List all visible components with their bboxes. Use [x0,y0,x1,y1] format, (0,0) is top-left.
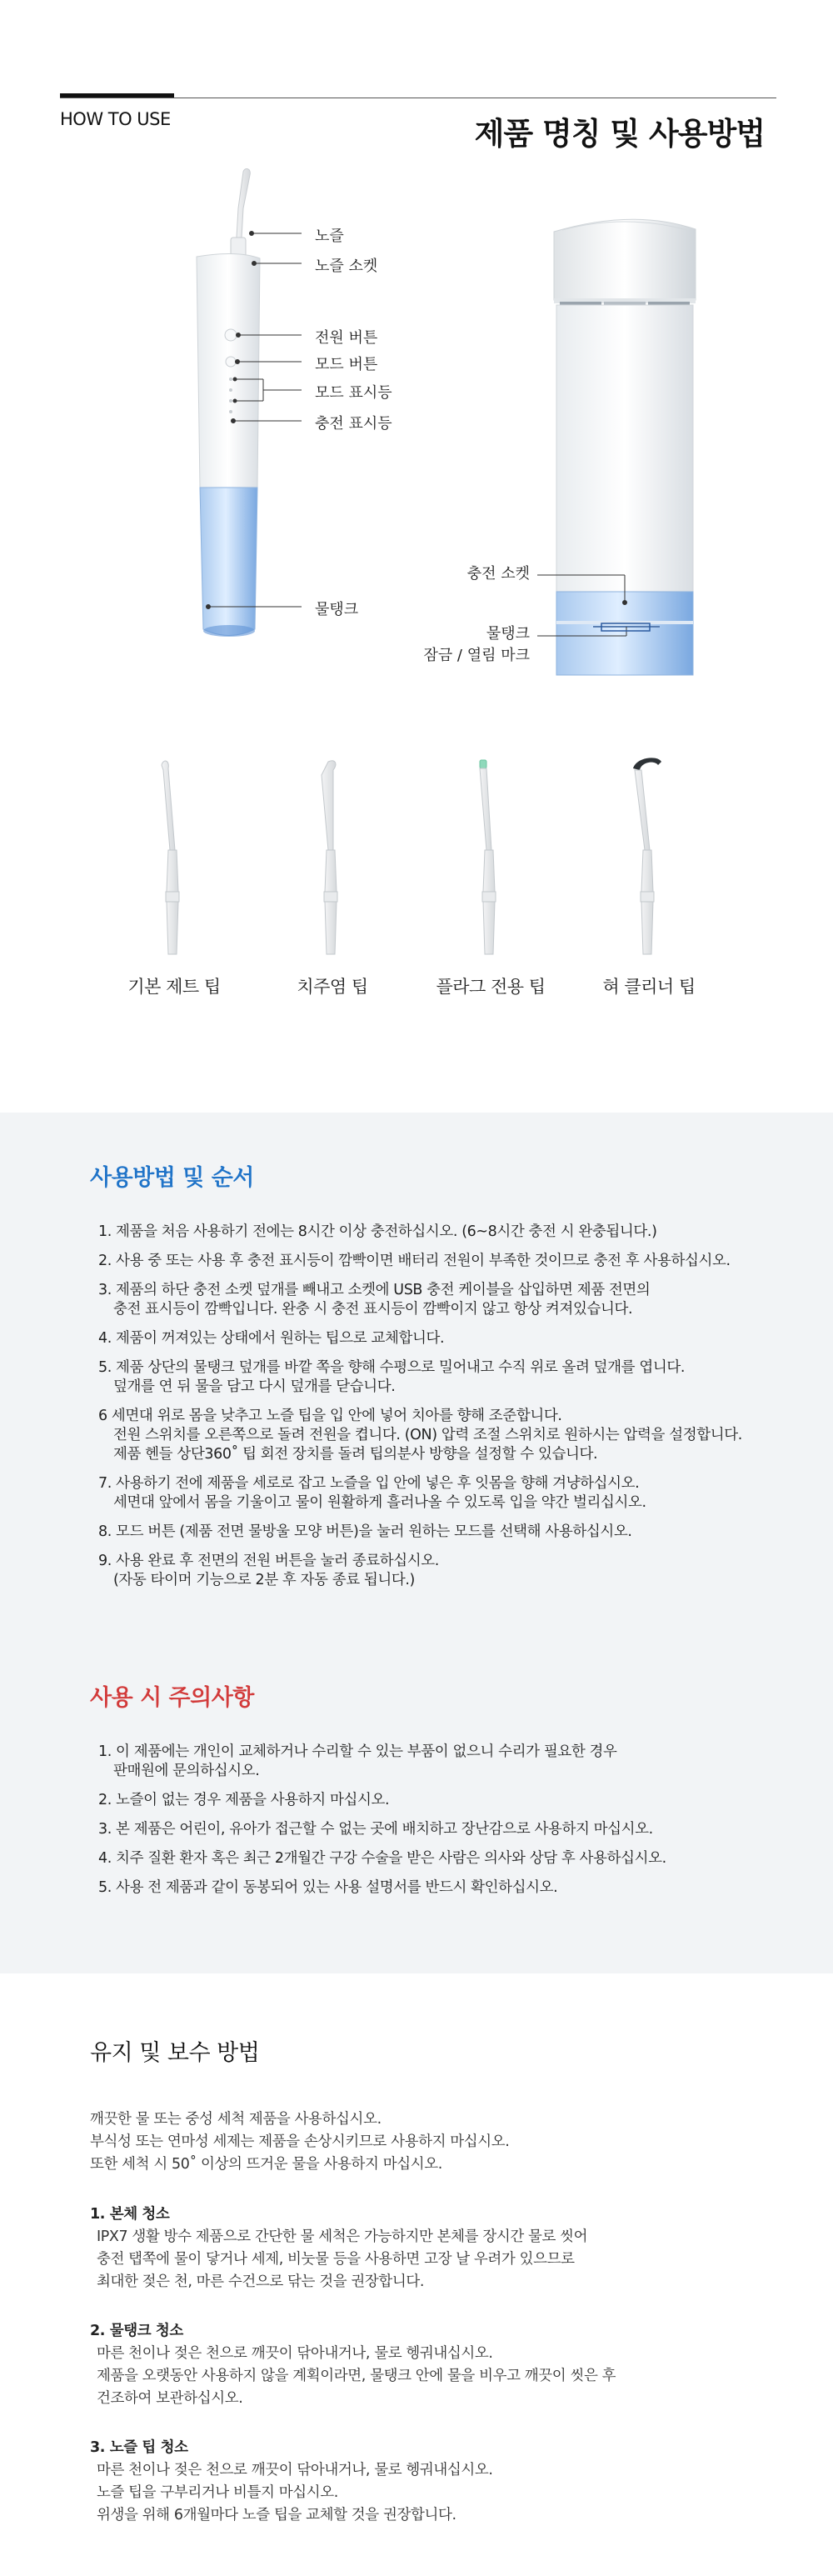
maintenance-section-line: 노즐 팁을 구부리거나 비틀지 마십시오. [97,2484,338,2501]
caution-item-text: 5. 사용 전 제품과 같이 동봉되어 있는 사용 설명서를 반드시 확인하십시오. [98,1879,558,1896]
usage-step-subtext: 전원 스위치를 오른쪽으로 돌려 전원을 켭니다. (ON) 압력 조절 스위치로 원하시는 압력을 설정합니다. [113,1427,742,1443]
usage-step [98,1474,815,1513]
usage-step-text: 1. 제품을 처음 사용하기 전에는 8시간 이상 충전하십시오. (6~8시간 충전 시 완충됩니다.) [98,1223,657,1240]
caution-title: 사용 시 주의사항 [90,1685,254,1711]
usage-step [98,1358,815,1397]
tip-label: 치주염 팁 [297,977,368,997]
caution-list [98,1743,815,1908]
callout-charge-indicator: 충전 표시등 [315,415,392,433]
caution-item-text: 4. 치주 질환 환자 혹은 최근 2개월간 구강 수술을 받은 사람은 의사와 상담 후 사용하십시오. [98,1850,666,1867]
callout-mode-indicator: 모드 표시등 [315,384,392,402]
callout-water-tank: 물탱크 [315,601,359,618]
tongue-cleaner-tip-image [578,750,720,958]
maintenance-tank-cleaning [90,2320,790,2410]
usage-step-text: 9. 사용 완료 후 전면의 전원 버튼을 눌러 종료하십시오. [98,1553,439,1569]
usage-step [98,1281,815,1319]
tip-label: 기본 제트 팁 [127,977,221,997]
usage-step [98,1552,815,1590]
maintenance-section-heading: 1. 본체 청소 [90,2206,170,2223]
usage-step-text: 4. 제품이 꺼져있는 상태에서 원하는 팁으로 교체합니다. [98,1330,445,1347]
mode-button-shape [226,357,236,367]
usage-step-subtext: 충전 표시등이 깜빡입니다. 완충 시 충전 표시등이 깜빡이지 않고 항상 켜져있습니다. [113,1301,633,1318]
maintenance-intro [90,2108,790,2176]
maintenance-section [0,1973,833,2576]
page-title: 제품 명칭 및 사용방법 [474,116,765,152]
caution-item-subtext: 판매원에 문의하십시오. [113,1763,260,1779]
usage-step-text: 8. 모드 버튼 (제품 전면 물방울 모양 버튼)을 눌러 원하는 모드를 선택해 사용하십시오. [98,1523,632,1540]
maintenance-tip-cleaning [90,2437,790,2527]
maintenance-section-heading: 2. 물탱크 청소 [90,2323,183,2339]
tip-basic-jet [103,750,245,997]
usage-section [0,1113,833,1973]
device-body-shape [197,253,260,488]
tip-tongue-cleaner [578,750,720,997]
closeup-body-shape [556,305,693,592]
caution-item [98,1820,815,1839]
usage-step-subtext: 제품 헨들 상단360˚ 팁 회전 장치를 돌려 팁의분사 방향을 설정할 수 있습니다. [113,1446,598,1463]
maintenance-intro-line: 또한 세척 시 50˚ 이상의 뜨거운 물을 사용하지 마십시오. [90,2156,442,2173]
usage-step [98,1329,815,1348]
tip-periodontal [262,750,403,997]
water-tank-shape [200,488,257,636]
usage-step [98,1407,815,1464]
usage-step-text: 3. 제품의 하단 충전 소켓 덮개를 빼내고 소켓에 USB 충전 케이블을 삽입하면 제품 전면의 [98,1282,651,1298]
maintenance-body-cleaning [90,2203,790,2293]
maintenance-section-line: 제품을 오랫동안 사용하지 않을 계획이라면, 물탱크 안에 물을 비우고 깨끗이 씻은 후 [97,2368,616,2384]
callout-tank-lock-line1: 물탱크 [486,625,530,643]
maintenance-section-line: 건조하여 보관하십시오. [97,2390,243,2407]
caution-item [98,1878,815,1898]
product-diagram [0,158,833,708]
maintenance-section-line: 충전 탭쪽에 물이 닿거나 세제, 비눗물 등을 사용하면 고장 날 우려가 있으므로 [97,2251,575,2268]
caution-item-text: 3. 본 제품은 어린이, 유아가 접근할 수 없는 곳에 배치하고 장난감으로 사용하지 마십시오. [98,1821,653,1838]
usage-step-text: 7. 사용하기 전에 제품을 세로로 잡고 노즐을 입 안에 넣은 후 잇몸을 향해 겨냥하십시오. [98,1475,640,1492]
usage-title: 사용방법 및 순서 [90,1165,254,1191]
maintenance-section-heading: 3. 노즐 팁 청소 [90,2439,188,2456]
callout-power-button: 전원 버튼 [315,329,378,347]
basic-jet-tip-image [103,750,245,958]
nozzle-tips [0,750,833,1017]
caution-item-text: 1. 이 제품에는 개인이 교체하거나 수리할 수 있는 부품이 없으니 수리가 필요한 경우 [98,1743,617,1760]
usage-step [98,1252,815,1271]
usage-step-text: 6 세면대 위로 몸을 낮추고 노즐 팁을 입 안에 넣어 치아를 향해 조준합니다. [98,1408,562,1424]
header [60,93,776,157]
usage-step-subtext: 덮개를 연 뒤 물을 담고 다시 덮개를 닫습니다. [113,1378,396,1395]
usage-step [98,1523,815,1542]
callout-mode-button: 모드 버튼 [315,356,378,373]
usage-step-text: 5. 제품 상단의 물탱크 덮개를 바깥 쪽을 향해 수평으로 밀어내고 수직 위로 올려 덮개를 엽니다. [98,1359,686,1376]
tip-label: 혀 클리너 팁 [602,977,696,997]
maintenance-intro-line: 부식성 또는 연마성 세제는 제품을 손상시키므로 사용하지 마십시오. [90,2133,510,2150]
tip-label: 플라그 전용 팁 [436,977,546,997]
maintenance-section-line: IPX7 생활 방수 제품으로 간단한 물 세척은 가능하지만 본체를 장시간 물로 씻어 [97,2228,588,2245]
caution-item [98,1849,815,1868]
maintenance-section-line: 위생을 위해 6개월마다 노즐 팁을 교체할 것을 권장합니다. [97,2507,456,2523]
usage-step [98,1223,815,1242]
caution-item-text: 2. 노즐이 없는 경우 제품을 사용하지 마십시오. [98,1792,390,1808]
usage-step-text: 2. 사용 중 또는 사용 후 충전 표시등이 깜빡이면 배터리 전원이 부족한 것이므로 충전 후 사용하십시오. [98,1253,731,1269]
maintenance-intro-line: 깨끗한 물 또는 중성 세척 제품을 사용하십시오. [90,2111,382,2128]
callout-charge-socket: 충전 소켓 [466,565,530,583]
product-illustration [0,158,833,708]
maintenance-section-line: 마른 천이나 젖은 천으로 깨끗이 닦아내거나, 물로 헹궈내십시오. [97,2345,493,2362]
maintenance-section-line: 최대한 젖은 천, 마른 수건으로 닦는 것을 권장합니다. [97,2273,425,2290]
nozzle-shape [237,169,250,238]
periodontal-tip-image [262,750,403,958]
maintenance-section-line: 마른 천이나 젖은 천으로 깨끗이 닦아내거나, 물로 헹궈내십시오. [97,2462,493,2478]
callout-nozzle-socket: 노즐 소켓 [315,258,378,275]
callout-nozzle: 노즐 [315,228,344,245]
power-button-shape [225,329,237,341]
caution-item [98,1743,815,1781]
usage-step-subtext: 세면대 앞에서 몸을 기울이고 물이 원활하게 흘러나올 수 있도록 입을 약간 벌리십시오. [113,1494,646,1511]
closeup-cap-shape [554,219,696,300]
tip-plaque [420,750,561,997]
callout-tank-lock-line2: 잠금 / 열림 마크 [423,647,530,664]
caution-item [98,1791,815,1810]
plaque-tip-image [420,750,561,958]
header-subtitle: HOW TO USE [60,109,171,129]
usage-step-subtext: (자동 타이머 기능으로 2분 후 자동 종료 됩니다.) [113,1572,415,1588]
usage-steps-list [98,1223,815,1600]
maintenance-title: 유지 및 보수 방법 [90,2040,260,2066]
